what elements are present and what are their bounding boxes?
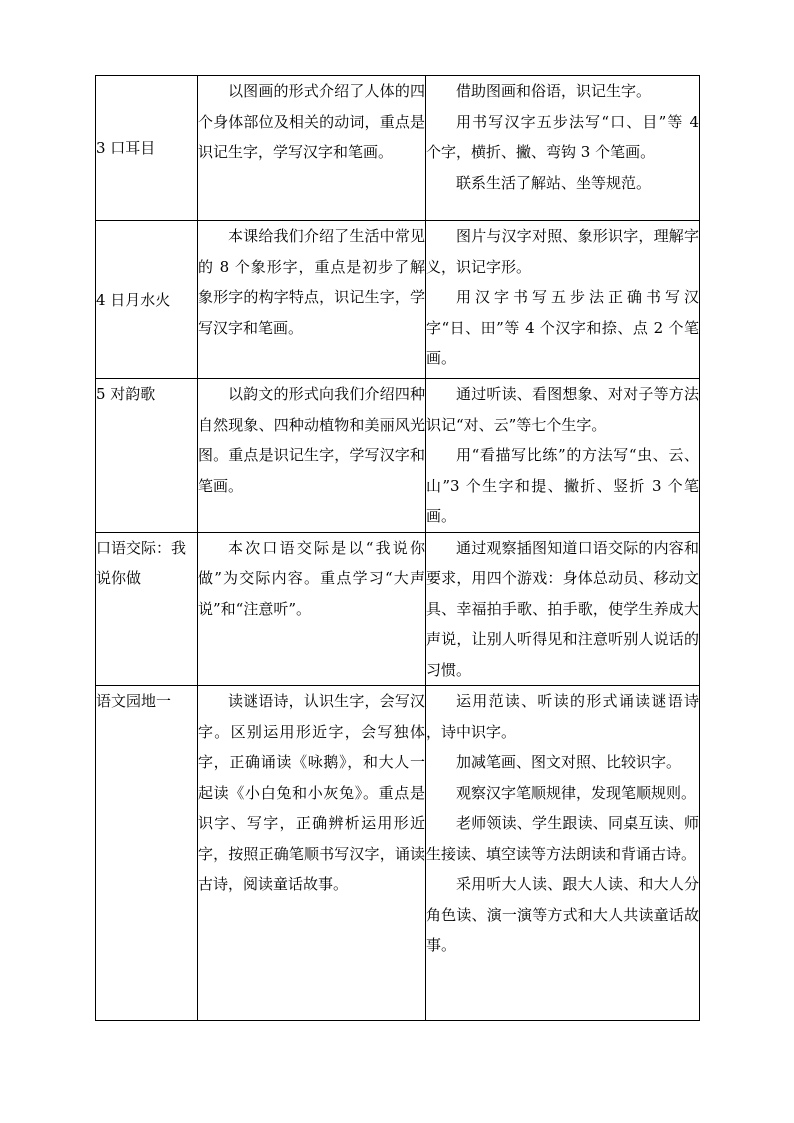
lesson-methods-cell [426, 686, 700, 1021]
lesson-description: 本课给我们介绍了生活中常见的 8 个象形字，重点是初步了解象形字的构字特点，识记生字，学写汉字和笔画。 [198, 227, 425, 337]
lesson-methods-cell [426, 221, 700, 379]
lesson-description-cell [198, 379, 426, 533]
lesson-description-cell [198, 76, 426, 221]
lesson-description: 读谜语诗，认识生字，会写汉字。区别运用形近字，会写独体字，正确诵读《咏鹅》，和大人一起读《小白兔和小灰兔》。重点是识字、写字，正确辨析运用形近字，按照正确笔顺书写汉字，诵读古诗，阅读童话故事。 [198, 692, 425, 893]
method-item: 联系生活了解站、坐等规范。 [456, 173, 652, 192]
lesson-description-cell [198, 532, 426, 686]
lesson-methods-cell [426, 76, 700, 221]
method-item: 用书写汉字五步法写“口、目”等 4 个字，横折、撇、弯钩 3 个笔画。 [426, 112, 699, 161]
method-item: 加减笔画、图文对照、比较识字。 [456, 753, 682, 771]
lesson-title-cell [96, 686, 198, 1021]
lesson-methods-cell [426, 379, 700, 533]
table-row [96, 379, 700, 533]
table-row [96, 532, 700, 686]
table-row [96, 686, 700, 1021]
lesson-title-cell [96, 532, 198, 686]
lesson-title: 4 日月水火 [96, 290, 171, 309]
lesson-title: 3 口耳目 [96, 139, 156, 157]
lesson-description: 本次口语交际是以“我说你做”为交际内容。重点学习“大声说”和“注意听”。 [198, 538, 425, 618]
method-item: 图片与汉字对照、象形识字，理解字义，识记字形。 [426, 227, 699, 276]
method-item: 用“看描写比练”的方法写“虫、云、山”3 个生字和提、撇折、竖折 3 个笔画。 [426, 446, 699, 525]
method-item: 观察汉字笔顺规律，发现笔顺规则。 [456, 783, 697, 802]
lesson-title-cell [96, 379, 198, 533]
table-row [96, 221, 700, 379]
lesson-description: 以图画的形式介绍了人体的四个身体部位及相关的动词，重点是识记生字，学写汉字和笔画。 [198, 82, 425, 161]
method-item: 老师领读、学生跟读、同桌互读、师生接读、填空读等方法朗读和背诵古诗。 [426, 814, 699, 863]
lesson-description-cell [198, 686, 426, 1021]
lesson-title: 5 对韵歌 [96, 385, 156, 403]
lesson-plan-table [95, 75, 700, 1021]
lesson-title: 语文园地一 [96, 692, 172, 710]
method-item: 采用听大人读、跟大人读、和大人分角色读、演一演等方式和大人共读童话故事。 [426, 875, 699, 954]
lesson-title: 口语交际：我说你做 [96, 538, 187, 587]
method-item: 运用范读、听读的形式诵读谜语诗 ，诗中识字。 [426, 692, 699, 741]
lesson-methods-cell [426, 532, 700, 686]
lesson-description-cell [198, 221, 426, 379]
method-item: 借助图画和俗语，识记生字。 [456, 82, 652, 100]
lesson-title-cell [96, 221, 198, 379]
method-item: 通过观察插图知道口语交际的内容和要求，用四个游戏：身体总动员、移动文具、幸福拍手歌、拍手歌，使学生养成大声说，让别人听得见和注意听别人说话的习惯。 [426, 538, 699, 679]
table-row [96, 76, 700, 221]
method-item: 通过听读、看图想象、对对子等方法识记“对、云”等七个生字。 [426, 385, 699, 434]
lesson-description: 以韵文的形式向我们介绍四种自然现象、四种动植物和美丽风光图。重点是识记生字，学写汉字和笔画。 [198, 385, 425, 495]
lesson-title-cell [96, 76, 198, 221]
method-item: 用汉字书写五步法正确书写汉字“日、田”等 4 个汉字和捺、点 2 个笔画。 [426, 288, 699, 367]
